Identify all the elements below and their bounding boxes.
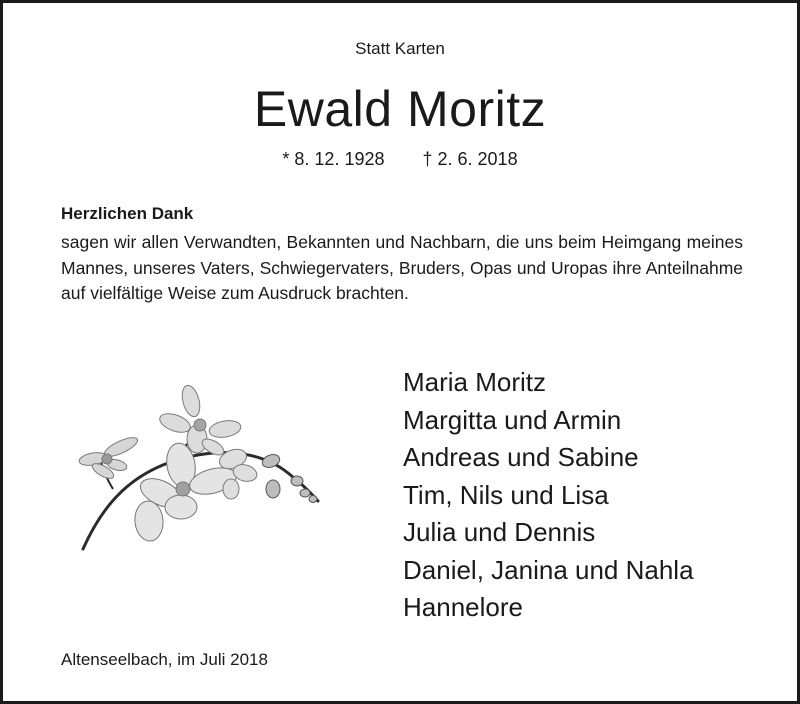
signer: Hannelore [403, 592, 523, 622]
signers-list [403, 364, 694, 627]
birth-date: * 8. 12. 1928 [282, 149, 385, 169]
signer: Julia und Dennis [403, 517, 596, 547]
signer: Tim, Nils und Lisa [403, 479, 609, 510]
subtitle: Statt Karten [355, 39, 445, 58]
thanks-heading: Herzlichen Dank [61, 204, 194, 223]
thanks-text: sagen wir allen Verwandten, Bekannten und Nachbarn, die uns beim Heimgang meines Mannes, unseres Vaters, Schwiegervaters, Bruders, Opas und Uropas ihre Anteilnahme auf vielfältige Weise zum Ausdruck brachten. [61, 232, 743, 303]
place-date: Altenseelbach, im Juli 2018 [61, 650, 268, 669]
signer: Andreas und Sabine [403, 442, 639, 472]
signer: Maria Moritz [403, 367, 547, 397]
orchid-branch-image [73, 381, 333, 553]
signer: Margitta und Armin [403, 404, 622, 435]
death-date: † 2. 6. 2018 [422, 149, 518, 169]
signer: Daniel, Janina und Nahla [403, 554, 694, 585]
life-dates [3, 149, 797, 170]
deceased-name: Ewald Moritz [253, 81, 547, 137]
